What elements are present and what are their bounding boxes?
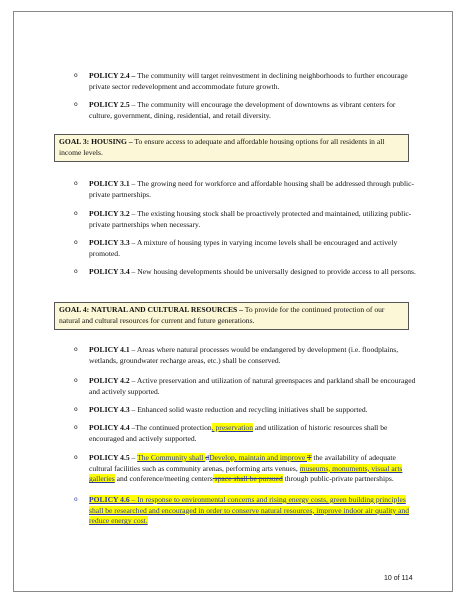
policy-sep: – (129, 267, 136, 276)
policy-text: The community will target reinvestment in declining neighborhoods to further encourage private sector redevelopment and accommodate future growth. (89, 71, 408, 91)
policy-text: the availability of adequate cultural facilities such as community arenas, performing arts venues, (89, 453, 396, 473)
policy-id: POLICY 2.5 (89, 100, 130, 109)
goal-4-box (54, 302, 409, 330)
bullet: o (74, 72, 78, 79)
bullet: o (74, 180, 78, 187)
policy-2-5 (74, 100, 419, 121)
goal-text: To provide for the continued protection of our natural and cultural resources for current and future generations. (59, 305, 385, 325)
inserted-text: In response to environmental concerns and rising energy costs, green building principles shall be researched and encouraged in order to conserve natural resources, improve indoor air quality and reduce energy cost. (89, 495, 410, 526)
document-page (13, 11, 453, 592)
inserted-text: , preservation (211, 423, 254, 432)
inserted-text: museums, monuments, visual arts galleries (89, 463, 403, 484)
policy-sep: – (129, 345, 136, 354)
policy-id: POLICY 4.4 (89, 423, 130, 432)
bullet: o (74, 101, 78, 108)
policy-id: POLICY 3.2 (89, 209, 130, 218)
policy-4-5 (74, 453, 419, 485)
policy-4-2 (74, 376, 419, 397)
policy-text: The existing housing stock shall be proactively protected and maintained, utilizing public-private partnerships when necessary. (89, 209, 412, 229)
policy-sep: – (129, 71, 136, 80)
bullet: o (74, 239, 78, 246)
policy-id: POLICY 4.2 (89, 376, 130, 385)
policy-text: The growing need for workforce and affordable housing shall be addressed through public-private partnerships. (89, 179, 415, 199)
inserted-text: Develop, maintain and improve (209, 453, 307, 462)
policy-text: New housing developments should be universally designed to provide access to all persons. (137, 267, 416, 276)
goal-title: GOAL 4: NATURAL AND CULTURAL RESOURCES – (59, 305, 243, 314)
policy-sep: – (129, 405, 136, 414)
bullet: o (74, 268, 78, 275)
policy-id: POLICY 4.3 (89, 405, 130, 414)
policy-4-6 (74, 495, 419, 527)
policy-text: Active preservation and utilization of natural greenspaces and parkland shall be encouraged and actively supported. (89, 376, 416, 396)
policy-2-4 (74, 71, 419, 92)
policy-sep: – (129, 100, 136, 109)
page-number: 10 of 114 (384, 575, 413, 582)
policy-sep: – (129, 209, 136, 218)
policy-id: POLICY 2.4 (89, 71, 130, 80)
policy-3-1 (74, 179, 419, 200)
deleted-text: space shall be pursued (212, 474, 283, 484)
bullet: o (74, 454, 78, 461)
goal-3-box (54, 134, 409, 162)
bullet: o (74, 210, 78, 217)
policy-4-4 (74, 423, 419, 444)
policy-4-1 (74, 345, 419, 366)
policy-id: POLICY 4.5 (89, 453, 130, 462)
policy-text: Enhanced solid waste reduction and recycling initiatives shall be supported. (137, 405, 368, 414)
policy-id: POLICY 3.3 (89, 238, 130, 247)
deleted-text: T (306, 453, 312, 462)
policy-id: POLICY 3.1 (89, 179, 130, 188)
policy-sep: – (129, 179, 136, 188)
policy-id: POLICY 3.4 (89, 267, 130, 276)
bullet: o (74, 496, 78, 503)
bullet: o (74, 346, 78, 353)
policy-id: POLICY 4.6 (89, 495, 130, 504)
policy-id: POLICY 4.1 (89, 345, 130, 354)
policy-text: A mixture of housing types in varying income levels shall be encouraged and actively promoted. (89, 238, 398, 258)
policy-text: and utilization of historic resources shall be encouraged and actively supported. (89, 423, 388, 443)
policy-text: The community will encourage the development of downtowns as vibrant centers for culture, government, dining, residential, and retail diversity. (89, 100, 396, 120)
policy-sep: – (129, 376, 136, 385)
policy-sep: – (129, 495, 138, 504)
policy-text: Areas where natural processes would be endangered by development (i.e. floodplains, wetlands, groundwater recharge areas, etc.) shall be conserved. (89, 345, 399, 365)
policy-sep: – (129, 238, 136, 247)
bullet: o (74, 377, 78, 384)
policy-sep: – (129, 423, 136, 432)
bullet: o (74, 424, 78, 431)
policy-3-3 (74, 238, 419, 259)
policy-3-4 (74, 267, 419, 278)
policy-3-2 (74, 209, 419, 230)
goal-text: To ensure access to adequate and affordable housing options for all residents in all income levels. (59, 137, 385, 157)
policy-sep: – (129, 453, 138, 462)
policy-text: through public-private partnerships. (282, 474, 394, 484)
policy-text: and conference/meeting centers (114, 474, 213, 484)
inserted-text: The Community shall (137, 453, 206, 462)
goal-title: GOAL 3: HOUSING – (59, 137, 133, 146)
deleted-text: d (205, 453, 210, 462)
policy-text: The continued protection (135, 423, 212, 432)
bullet: o (74, 406, 78, 413)
policy-4-3 (74, 405, 419, 416)
